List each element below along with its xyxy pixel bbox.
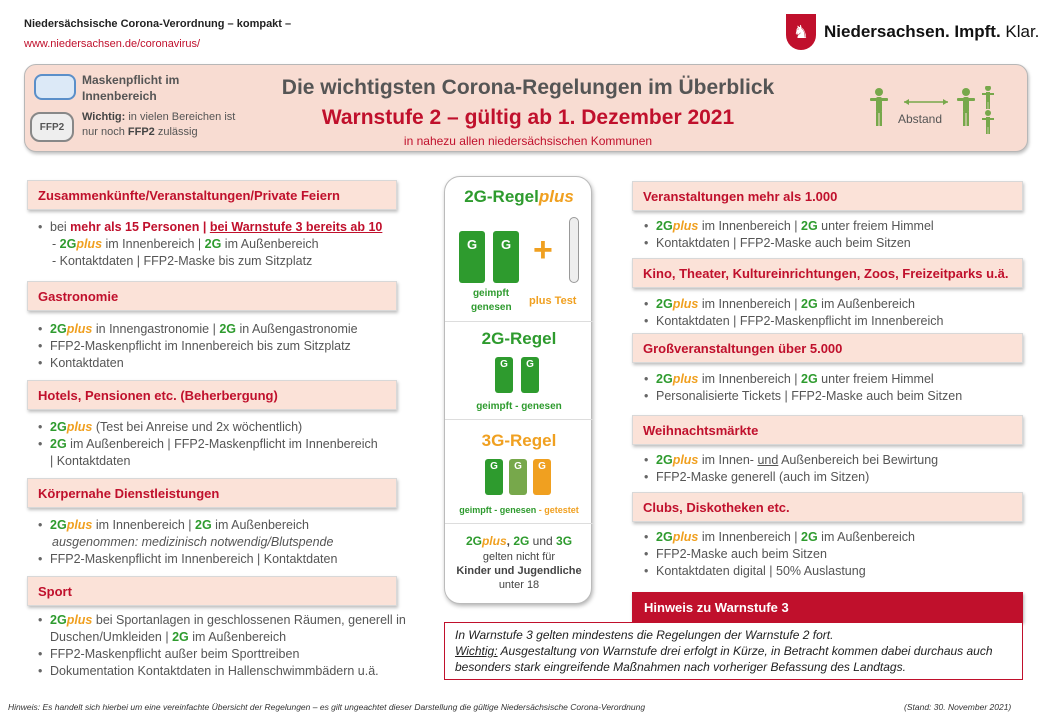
- section-christmas-markets-header: Weihnachtsmärkte: [632, 415, 1023, 445]
- rules-panel: [444, 176, 592, 604]
- section-events-1000-list: • 2Gplus im Innenbereich | 2G unter freiem Himmel • Kontaktdaten | FFP2-Maske auch beim Sitzen: [644, 218, 1024, 252]
- footer-disclaimer: Hinweis: Es handelt sich hierbei um eine vereinfachte Übersicht der Regelungen – es gilt ungeachtet dieser Darstellung die gültige Niedersächsische Corona-Verordnung: [8, 702, 646, 712]
- section-christmas-markets-list: • 2Gplus im Innen- und Außenbereich bei Bewirtung • FFP2-Maske generell (auch im Sitzen): [644, 452, 1024, 486]
- logo-text: Niedersachsen. Impft. Klar.: [824, 22, 1040, 41]
- section-events-1000-header: Veranstaltungen mehr als 1.000: [632, 181, 1023, 211]
- recovered-person-icon: G: [493, 231, 519, 283]
- section-hotels-list: • 2Gplus (Test bei Anreise und 2x wöchentlich) • 2G im Außenbereich | FFP2-Maskenpflicht im Innenbereich | Kontaktdaten: [38, 419, 378, 470]
- rule-2g-title: 2G-Regel: [481, 329, 557, 348]
- section-hotels-header: Hotels, Pensionen etc. (Beherbergung): [27, 380, 397, 410]
- rule-2g-plus-title: 2G-Regelplus: [464, 187, 574, 206]
- section-services-header: Körpernahe Dienstleistungen: [27, 478, 397, 508]
- distance-label: Abstand: [898, 112, 943, 126]
- section-gatherings-header: Zusammenkünfte/Veranstaltungen/Private Feiern: [27, 180, 397, 210]
- footer-date: (Stand: 30. November 2021): [904, 702, 1012, 712]
- mask-note: Wichtig: in vielen Bereichen ist nur noch FFP2 zulässig: [82, 111, 236, 138]
- recovered-person-icon: G: [521, 357, 539, 393]
- vaccinated-person-icon: G: [495, 357, 513, 393]
- section-large-events-header: Großveranstaltungen über 5.000: [632, 333, 1023, 363]
- face-mask-icon: [34, 74, 76, 100]
- section-sport-list: • 2Gplus bei Sportanlagen in geschlossenen Räumen, generell in Duschen/Umkleiden | 2G im Außenbereich • FFP2-Maskenpflicht außer beim Sporttreiben • Dokumentation Kontaktdaten in Hallenschwimmbädern u.ä.: [38, 612, 418, 680]
- page-subtitle: Warnstufe 2 – gültig ab 1. Dezember 2021: [321, 106, 735, 129]
- section-clubs-header: Clubs, Diskotheken etc.: [632, 492, 1023, 522]
- section-gastronomy-list: • 2Gplus in Innengastronomie | 2G in Außengastronomie • FFP2-Maskenpflicht im Innenbereich bis zum Sitzplatz • Kontaktdaten: [38, 321, 418, 372]
- section-sport-header: Sport: [27, 576, 397, 606]
- section-gatherings-list: • bei mehr als 15 Personen | bei Warnstufe 3 bereits ab 10 - 2Gplus im Innenbereich | 2G im Außenbereich - Kontaktdaten | FFP2-Maske bis zum Sitzplatz: [38, 219, 418, 270]
- rule-2g-label: geimpft - genesen: [476, 401, 562, 412]
- section-culture-list: • 2Gplus im Innenbereich | 2G im Außenbereich • Kontaktdaten | FFP2-Maskenpflicht im Innenbereich: [644, 296, 1024, 330]
- test-swab-icon: [569, 217, 579, 283]
- page-title: Die wichtigsten Corona-Regelungen im Überblick: [281, 76, 775, 99]
- ffp2-mask-icon: FFP2: [30, 112, 74, 142]
- section-gastronomy-header: Gastronomie: [27, 281, 397, 311]
- rule-2g-plus-label: geimpft genesen: [471, 288, 512, 313]
- doc-title: Niedersächsische Corona-Verordnung – kompakt –: [24, 18, 292, 30]
- tested-person-icon: G: [533, 459, 551, 495]
- website-link[interactable]: www.niedersachsen.de/coronavirus/: [24, 38, 201, 50]
- plus-test-label: plus Test: [529, 295, 577, 307]
- recovered-person-icon: G: [509, 459, 527, 495]
- rule-3g-title: 3G-Regel: [481, 431, 557, 450]
- vaccinated-person-icon: G: [459, 231, 485, 283]
- distance-icon: [870, 86, 1000, 136]
- mask-title: Maskenpflicht im Innenbereich: [82, 73, 180, 103]
- warnstufe3-notice-body: In Warnstufe 3 gelten mindestens die Regelungen der Warnstufe 2 fort. Wichtig: Ausgestaltung von Warnstufe drei erfolgt in Kürze, in Betracht kommen dabei durchaus auch besonders stark eingreifende Maßnahmen nach vorheriger Befassung des Landtags.: [444, 622, 1023, 680]
- horse-crest-icon: ♞: [786, 14, 816, 50]
- rule-3g-label: geimpft - genesen - getestet: [459, 505, 579, 515]
- children-exemption-note: 2Gplus, 2G und 3G gelten nicht für Kinder und Jugendliche unter 18: [456, 534, 582, 591]
- warnstufe3-notice-header: Hinweis zu Warnstufe 3: [632, 592, 1023, 622]
- logo: [786, 14, 1039, 50]
- plus-icon: +: [533, 231, 553, 269]
- vaccinated-person-icon: G: [485, 459, 503, 495]
- section-large-events-list: • 2Gplus im Innenbereich | 2G unter freiem Himmel • Personalisierte Tickets | FFP2-Maske auch beim Sitzen: [644, 371, 1024, 405]
- section-clubs-list: • 2Gplus im Innenbereich | 2G im Außenbereich • FFP2-Maske auch beim Sitzen • Kontaktdaten digital | 50% Auslastung: [644, 529, 1024, 580]
- section-services-list: • 2Gplus im Innenbereich | 2G im Außenbereich ausgenommen: medizinisch notwendig/Blutspende • FFP2-Maskenpflicht im Innenbereich | Kontaktdaten: [38, 517, 418, 568]
- page-subtitle-note: in nahezu allen niedersächsischen Kommunen: [403, 134, 653, 148]
- section-culture-header: Kino, Theater, Kultureinrichtungen, Zoos, Freizeitparks u.ä.: [632, 258, 1023, 288]
